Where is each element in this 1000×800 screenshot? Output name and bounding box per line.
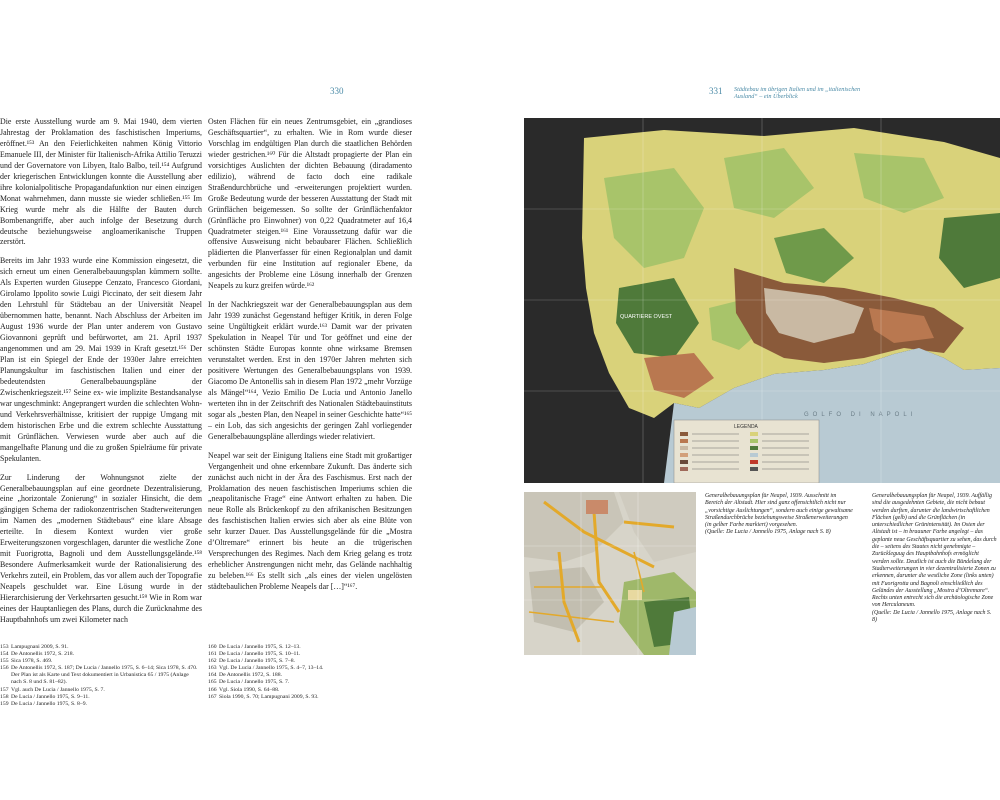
footnote-number: 163 xyxy=(208,665,217,672)
footnote-text: De Lucia / Jannello 1975, S. 8–9. xyxy=(11,700,87,707)
footnote-text: Vgl. De Lucia / Jannello 1975, S. 4–7, 13–14. xyxy=(219,665,324,672)
footnote xyxy=(208,644,408,651)
footnote xyxy=(0,658,200,665)
text-column-left xyxy=(0,117,202,626)
footnote-text: De Antonellis 1972, S. 218. xyxy=(11,651,75,658)
footnote-text: Lampugnani 2009, S. 91. xyxy=(11,644,69,650)
footnote-number: 161 xyxy=(208,651,217,658)
footnote-number: 160 xyxy=(208,644,217,650)
map-figure-detail xyxy=(524,492,696,655)
footnote xyxy=(0,665,200,686)
caption-text: Generalbebauungsplan für Neapel, 1939. Ausschnitt im Bereich der Altstadt. Hier sind ganz offensichtlich nicht nur „vorsichtige Auslichtungen“, sondern auch einige gewaltsame Straßendurchbrüche beziehungsweise Straßenerweiterungen (in gelber Farbe markiert) vorgesehen. xyxy=(705,493,853,529)
running-head: Städtebau im übrigen Italien und im „italienischen Ausland“ – ein Überblick xyxy=(734,86,861,100)
text-column-right xyxy=(208,117,412,593)
footnote-text: De Lucia / Jannello 1975, S. 12–13. xyxy=(219,644,301,650)
footnote-number: 154 xyxy=(0,651,9,658)
footnote-number: 162 xyxy=(208,658,217,665)
footnote-text: De Antonellis 1972, S. 188. xyxy=(219,672,283,679)
caption-text: (Quelle: De Lucia / Jannello 1975, Anlage nach S. 8) xyxy=(705,529,831,536)
footnote-number: 166 xyxy=(208,686,217,693)
footnote-number: 159 xyxy=(0,700,9,707)
footnote-number: 157 xyxy=(0,686,9,693)
legend-title: LEGENDA xyxy=(734,424,758,430)
footnote-number: 156 xyxy=(0,665,9,672)
zone-label: QUARTIERE OVEST xyxy=(620,314,673,320)
page-number-right: 331 xyxy=(709,86,723,96)
footnote xyxy=(208,679,408,686)
footnote-text: De Lucia / Jannello 1975, S. 9–11. xyxy=(11,693,90,700)
footnote-text: De Lucia / Jannello 1975, S. 7–8. xyxy=(219,658,295,665)
caption-detail-map xyxy=(705,493,855,537)
detail-map xyxy=(524,492,696,655)
footnote-text: Siola 1990, S. 70; Lampugnani 2009, S. 93. xyxy=(219,693,319,700)
footnote-text: De Antonellis 1972, S. 187; De Lucia / Jannello 1975, S. 6–14; Sica 1978, S. 470. Der Plan ist als Karte und Text dokumentiert in Urbanistica 65 / 1975 (Anlage nach S. 8 und S. 81–82). xyxy=(11,665,198,686)
footnote xyxy=(208,687,408,694)
footnotes-right xyxy=(208,644,408,701)
footnote xyxy=(0,701,200,708)
plan-map xyxy=(524,118,1000,483)
footnote-text: De Lucia / Jannello 1975, S. 7. xyxy=(219,679,290,686)
footnote-number: 158 xyxy=(0,693,9,700)
paragraph: Zur Linderung der Wohnungsnot zielte der Generalbebauungsplan auf eine geordnete Dezentralisierung, eine „horizontale Zonierung“ in sozialer Hinsicht, die dem gängigen Schema der radiokonzentrischen Stadterweiterungen im Namen des „modernen Städtebaus“ eine klare Absage erteilte. In diesem Kontext wurden vier große Erweiterungszonen vorgeschlagen, darunter die westliche Zone mit Fuorigrotta, Bagnoli und dem Ausstellungsgelände.¹⁵⁸ Besondere Aufmerksamkeit wurde der Rationalisierung des Verkehrs zuteil, ein Problem, das vor allem auch der Topografie Neapels geschuldet war. Eine Lösung wurde in der Hierarchisierung der Verkehrsarten gesucht.¹⁵⁹ Wie in Rom war eines der Hauptanliegen des Plans, durch die Zurücknahme des Hauptbahnhofs um zwei Kilometer nach xyxy=(0,472,202,624)
footnote xyxy=(208,694,408,701)
caption-text: Generalbebauungsplan für Neapel, 1939. Auffällig sind die ausgedehnten Gebiete, die nicht bebaut werden durften, darunter die landwirtschaftlichen Flächen (gelb) und die Grünflächen (in unterschiedlicher Grünintensität). Im Osten der Altstadt ist – in braauner Farbe angelegt – das geplante neue Geschäftsquartier zu sehen, das durch die – seitens des Staates nicht genehmigte – Zurückleguug des Hauptbahnhofs ermöglicht werden sollte. Deutlich ist auch die Bündelung der Stadterweiterungen in vier dezentralisierte Zonen zu erkennen, darunter die westliche Zone (links unten) mit Fuorigrotta und Bagnoli einschließlich des Geländes der Ausstellung „Mostra d’Oltremare“. Rechts unten entrecht sich die archäologische Zone von Herculaneum. xyxy=(872,493,997,609)
footnote-text: Vgl. Siola 1990, S. 64–88. xyxy=(219,686,280,693)
footnote-text: De Lucia / Jannello 1975, S. 10–11. xyxy=(219,651,301,658)
footnote xyxy=(0,651,200,658)
paragraph: Bereits im Jahr 1933 wurde eine Kommission eingesetzt, die sich erneut um einen Generalbebauungsplan kümmern sollte. Als Experten wurden Giuseppe Cenzato, Francesco Giordani, Girolamo Ippolito sowie Luigi Piccinato, der seit diesem Jahr den Lehrstuhl für Städtebau an der Universität Neapel übernommen hatte, benannt. Nach Abschluss der Arbeiten im August 1936 wurde der Plan unter anderem von Gustavo Giovannoni geprüft und befürwortet, am 21. April 1937 angenommen und am 29. Mai 1939 in Kraft gesetzt.¹⁵⁶ Der Plan ist ein Spiegel der Ende der 1930er Jahre erreichten Planungskultur im faschistischen Italien und einer der bedeutendsten Generalbebauungspläne der Zwischenkriegszeit.¹⁵⁷ Seine ex- wie implizite Bestandsanalyse war ungeschminkt: Angeprangert wurden die schlechten Wohn- und Verkehrsverhältnisse, kritisiert der ruppige Umgang mit dem historischen Erbe und die extrem schlechte Ausstattung mit Grünflächen. Verwiesen wurde aber auch auf die mangelhafte Planung und die zu großen Spielräume für private Spekulanten. xyxy=(0,256,202,463)
footnote-text: Sica 1978, S. 469. xyxy=(11,658,53,665)
footnotes-left xyxy=(0,644,200,708)
paragraph: Osten Flächen für ein neues Zentrumsgebiet, ein „grandioses Geschäftsquartier“, zu erhalten. Wie in Rom wurde dieser Vorschlag im endgültigen Plan durch die staatlichen Behörden wieder gestrichen.¹⁶⁰ Für die Altstadt propagierte der Plan ein vorsichtiges Auslichten der dichten Bebauung (diradamento edilizio), während de facto doch eine radikale Straßendurchbrüche und -erweiterungen projektiert wurden. Große Bedeutung wurde der besseren Ausstattung der Stadt mit Grünflächen beigemessen. So sollte der Grünflächenfaktor (Grünfläche pro Einwohner) von 0,22 Quadratmeter auf 16,4 Quadratmeter steigen.¹⁶¹ Eine Voraussetzung dafür war die offensive Ausweisung nicht bebaubarer Flächen. Schließlich plädierten die Planverfasser für einen Regionalplan und damit verbunden für eine Institution auf regionaler Ebene, da angesichts der Probleme eine Lösung innerhalb der Grenzen Neapels zu kurz greifen würde.¹⁶² xyxy=(208,117,412,291)
footnote-number: 165 xyxy=(208,679,217,686)
map-figure-main xyxy=(524,118,1000,483)
paragraph: Die erste Ausstellung wurde am 9. Mai 1940, dem vierten Jahrestag der Proklamation des faschistischen Imperiums, eröffnet.¹⁵³ An den Feierlichkeiten nahmen König Vittorio Emanuele III, der Minister für Italienisch-Afrika Attilio Teruzzi und der Governatore von Libyen, Italo Balbo, teil.¹⁵⁴ Aufgrund der kriegerischen Entwicklungen konnte die Ausstellung aber ihre kolonialpolitische Propagandafunktion nur einen einzigen Monat wahrnehmen, dann musste sie wieder schließen.¹⁵⁵ Im Krieg wurde mehr als die Hälfte der Bauten durch Bombenangriffe, aber auch infolge der Besetzung durch deutsche beziehungsweise angloamerikanische Truppen zerstört. xyxy=(0,117,202,247)
footnote-number: 153 xyxy=(0,644,9,650)
paragraph: Neapel war seit der Einigung Italiens eine Stadt mit großartiger Vergangenheit und ohne erkennbare Zukunft. Das änderte sich zunächst auch nicht in der Ära des Faschismus. Erst nach der Proklamation des neuen faschistischen Imperiums schien die „neapolitanische Frage“ eine Antwort erhalten zu haben. Die neue Rolle als Brückenkopf zu den afrikanischen Besitzungen des faschistischen Italien erwies sich aber als eine Blüte von sehr kurzer Dauer. Das Ausstellungsgelände für die „Mostra d’Oltremare“ erinnert bis heute an die trügerischen Versprechungen des Regimes. Nach dem Krieg gelang es trotz erheblicher Anstrengungen nicht mehr, das Gelände nachhaltig zu beleben.¹⁶⁶ Es stellt sich „als eines der vielen ungelösten städtebaulichen Probleme Neapels dar […]“¹⁶⁷. xyxy=(208,450,412,592)
footnote xyxy=(0,694,200,701)
paragraph: In der Nachkriegszeit war der Generalbebauungsplan aus dem Jahr 1939 zunächst Gegenstand heftiger Kritik, in deren Folge seine Ungültigkeit erklärt wurde.¹⁶³ Damit war der privaten Spekulation in Neapel Tür und Tor geöffnet und eine der schönsten Städte Europas konnte ohne wirksame Bremsen verunstaltet werden. Erst in den 1970er Jahren mehrten sich positivere Wertungen des Generalbebauungsplans von 1939. Giacomo De Antonellis sah in diesem Plan 1972 „mehr Vorzüge als Mängel“¹⁶⁴, Vezio Emilio De Lucia und Antonio Janello werteten ihn in der Zeitschrift des Nationalen Städtebauinstituts sogar als „besten Plan, den Neapel in seiner Geschichte hatte“¹⁶⁵ – ein Lob, das sich angesichts der geringen Zahl vorliegender Generalbebauungspläne allerdings wieder relativiert. xyxy=(208,300,412,441)
footnote-text: Vgl. auch De Lucia / Jannello 1975, S. 7. xyxy=(11,686,105,693)
footnote xyxy=(0,687,200,694)
caption-text: (Quelle: De Lucia / Jannello 1975, Anlage nach S. 8) xyxy=(872,609,992,624)
footnote-number: 164 xyxy=(208,672,217,679)
footnote xyxy=(208,665,408,672)
footnote-number: 155 xyxy=(0,658,9,665)
footnote-number: 167 xyxy=(208,693,217,700)
gulf-label: GOLFO DI NAPOLI xyxy=(804,412,917,418)
footnote xyxy=(208,672,408,679)
caption-main-map xyxy=(872,493,997,624)
footnote xyxy=(208,651,408,658)
page-number-left: 330 xyxy=(330,86,344,96)
footnote xyxy=(0,644,200,651)
footnote xyxy=(208,658,408,665)
